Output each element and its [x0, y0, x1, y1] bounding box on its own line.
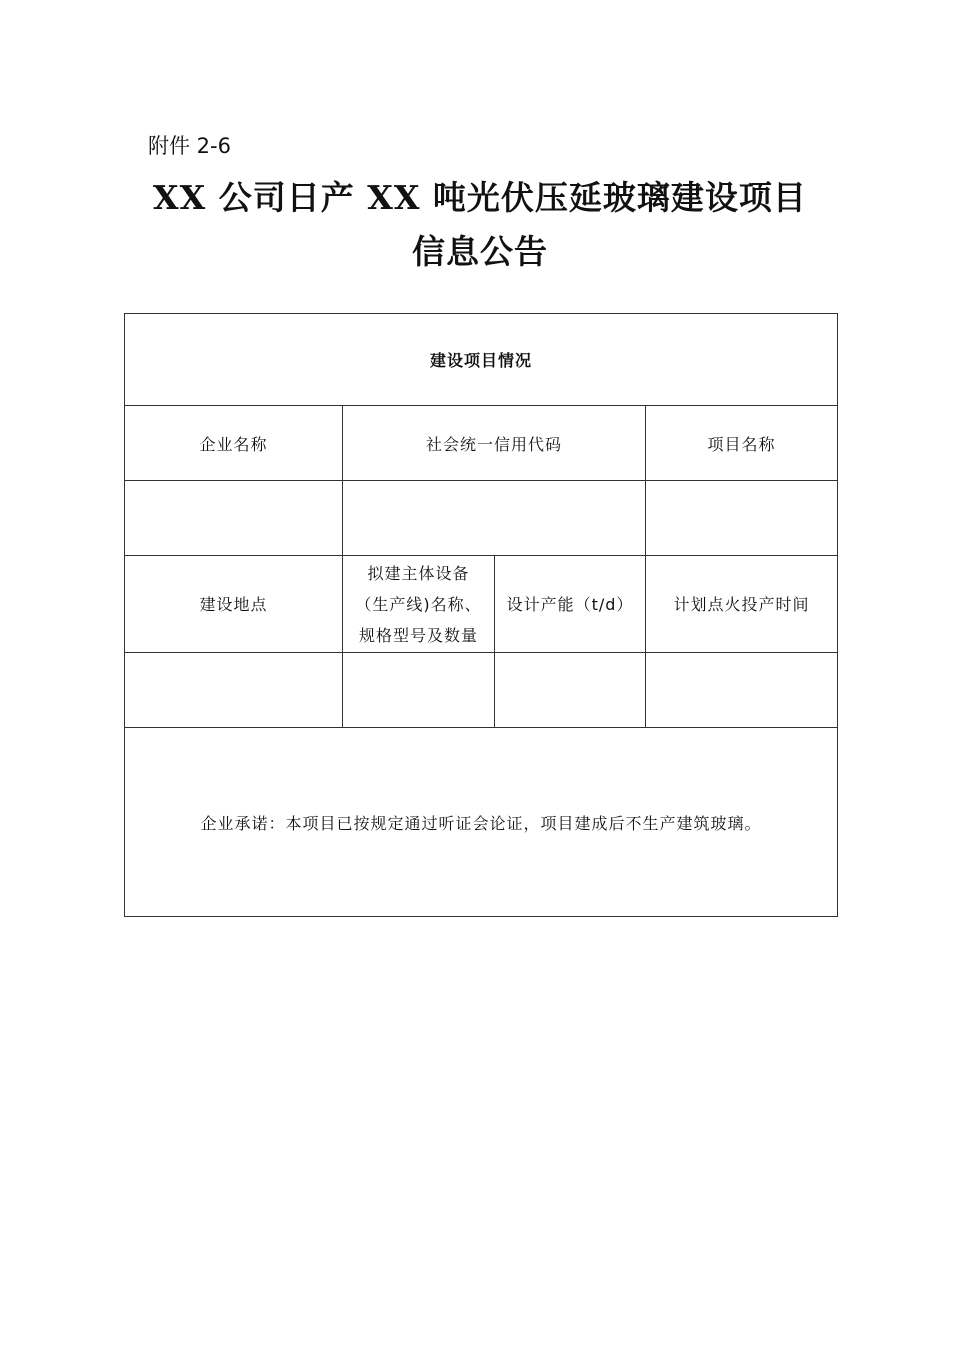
value-location[interactable] — [125, 653, 343, 728]
table-row — [125, 728, 838, 917]
table-row — [125, 481, 838, 556]
table-row — [125, 406, 838, 481]
header-credit-code: 社会统一信用代码 — [343, 406, 646, 481]
header-capacity: 设计产能（t/d） — [495, 556, 646, 653]
company-pledge: 企业承诺：本项目已按规定通过听证会论证，项目建成后不生产建筑玻璃。 — [125, 728, 838, 917]
value-project-name[interactable] — [646, 481, 838, 556]
header-location: 建设地点 — [125, 556, 343, 653]
value-company-name[interactable] — [125, 481, 343, 556]
page-title-line2: 信息公告 — [412, 232, 548, 271]
header-company-name: 企业名称 — [125, 406, 343, 481]
header-project-name: 项目名称 — [646, 406, 838, 481]
header-equipment — [343, 556, 495, 653]
value-ignition-time[interactable] — [646, 653, 838, 728]
header-ignition-time: 计划点火投产时间 — [646, 556, 838, 653]
value-credit-code[interactable] — [343, 481, 646, 556]
project-info-table — [124, 313, 838, 917]
section-header-row — [125, 314, 838, 406]
header-equipment-line: 规格型号及数量 — [358, 625, 478, 645]
attachment-label: 附件 2-6 — [148, 134, 231, 158]
header-equipment-line: 拟建主体设备 — [367, 563, 470, 583]
table-row — [125, 653, 838, 728]
header-equipment-line: （生产线)名称、 — [355, 594, 482, 614]
section-title: 建设项目情况 — [125, 314, 838, 406]
value-equipment[interactable] — [343, 653, 495, 728]
page-title: XX 公司日产 XX 吨光伏压延玻璃建设项目 — [153, 178, 807, 217]
value-capacity[interactable] — [495, 653, 646, 728]
table-row — [125, 556, 838, 653]
